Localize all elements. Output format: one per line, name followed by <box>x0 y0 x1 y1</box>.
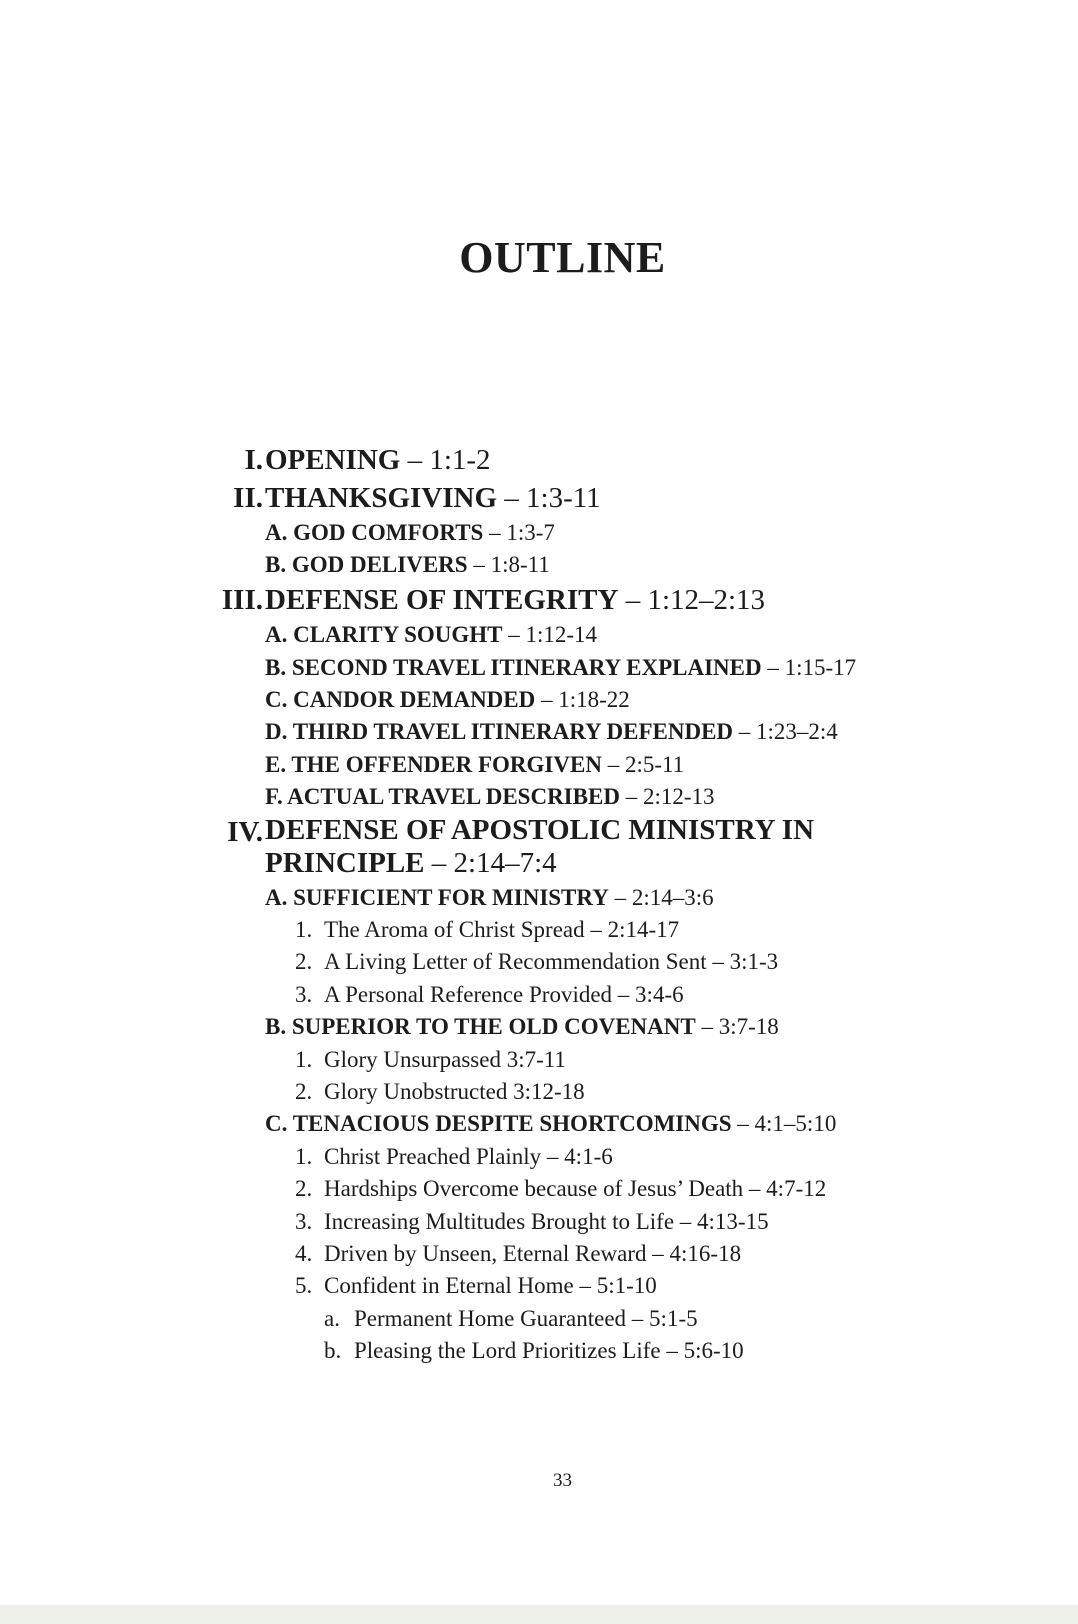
subsection-title: B. SECOND TRAVEL ITINERARY EXPLAINED <box>265 654 762 680</box>
point-text: Glory Unobstructed 3:12-18 <box>324 1078 585 1104</box>
section-numeral: III. <box>221 583 263 616</box>
outline-subsection <box>0 549 1078 581</box>
subsection-title: C. CANDOR DEMANDED <box>265 687 536 713</box>
section-reference: – 1:12–2:13 <box>618 583 766 616</box>
subsection-title: F. ACTUAL TRAVEL DESCRIBED <box>265 784 620 810</box>
subsection-reference: – 1:15-17 <box>761 654 857 680</box>
point-text: Confident in Eternal Home – 5:1-10 <box>324 1273 657 1299</box>
section-reference: – 1:3-11 <box>497 481 601 514</box>
outline-subpoint <box>0 1335 1078 1367</box>
point-number: 4. <box>295 1240 313 1266</box>
subpoint-letter: b. <box>324 1338 342 1364</box>
outline-point <box>0 914 1078 946</box>
outline-point <box>0 1141 1078 1173</box>
point-text: Driven by Unseen, Eternal Reward – 4:16-18 <box>324 1240 742 1266</box>
outline-point <box>0 1206 1078 1238</box>
outline-subsection <box>0 781 1078 813</box>
section-title: DEFENSE OF APOSTOLIC MINISTRY IN PRINCIPLE <box>265 813 815 879</box>
point-text: Hardships Overcome because of Jesus’ Death – 4:7-12 <box>324 1176 827 1202</box>
subsection-reference: – 3:7-18 <box>695 1014 779 1040</box>
section-title: THANKSGIVING <box>265 481 498 514</box>
subsection-title: C. TENACIOUS DESPITE SHORTCOMINGS <box>265 1111 732 1137</box>
outline-point <box>0 1238 1078 1270</box>
section-title: DEFENSE OF INTEGRITY <box>265 583 619 616</box>
subpoint-letter: a. <box>324 1305 340 1331</box>
subsection-reference: – 2:5-11 <box>601 751 685 777</box>
section-numeral: I. <box>244 444 263 476</box>
point-number: 2. <box>295 1176 313 1202</box>
point-number: 3. <box>295 981 313 1007</box>
outline-point <box>0 979 1078 1011</box>
outline-subsection <box>0 619 1078 651</box>
outline-subsection <box>0 1011 1078 1043</box>
subpoint-text: Permanent Home Guaranteed – 5:1-5 <box>354 1305 698 1331</box>
subsection-title: A. GOD COMFORTS <box>265 520 484 545</box>
point-text: Increasing Multitudes Brought to Life – 4:13-15 <box>324 1208 769 1234</box>
subsection-reference: – 1:12-14 <box>502 622 598 648</box>
section-title: OPENING <box>265 444 401 476</box>
page-title: OUTLINE <box>459 233 666 282</box>
outline-point <box>0 1173 1078 1205</box>
section-reference: – 1:1-2 <box>400 444 491 476</box>
subsection-reference: – 1:3-7 <box>483 520 555 545</box>
outline-subsection <box>0 749 1078 781</box>
outline-subpoint <box>0 1303 1078 1335</box>
subsection-title: D. THIRD TRAVEL ITINERARY DEFENDED <box>265 719 734 745</box>
outline-point <box>0 1044 1078 1076</box>
subsection-reference: – 4:1–5:10 <box>731 1111 837 1137</box>
outline-subsection <box>0 684 1078 716</box>
point-text: Glory Unsurpassed 3:7-11 <box>324 1046 566 1072</box>
outline-subsection <box>0 652 1078 684</box>
point-text: The Aroma of Christ Spread – 2:14-17 <box>324 917 680 943</box>
subsection-reference: – 1:23–2:4 <box>733 719 838 745</box>
outline-point <box>0 1076 1078 1108</box>
point-text: Christ Preached Plainly – 4:1-6 <box>324 1143 613 1169</box>
subsection-reference: – 1:8-11 <box>467 552 550 578</box>
outline-section <box>0 814 1078 882</box>
subsection-title: A. CLARITY SOUGHT <box>265 622 503 648</box>
point-number: 3. <box>295 1208 313 1234</box>
point-text: A Living Letter of Recommendation Sent – 3:1-3 <box>324 949 779 975</box>
subsection-title: E. THE OFFENDER FORGIVEN <box>265 751 602 777</box>
section-reference: – 2:14–7:4 <box>424 846 557 879</box>
point-text: A Personal Reference Provided – 3:4-6 <box>324 981 684 1007</box>
page-number: 33 <box>553 1470 572 1491</box>
outline-point <box>0 1270 1078 1302</box>
outline-subsection <box>0 882 1078 914</box>
subsection-title: A. SUFFICIENT FOR MINISTRY <box>265 884 609 910</box>
outline-list <box>0 442 1078 1367</box>
section-numeral: IV. <box>227 815 263 848</box>
subsection-title: B. SUPERIOR TO THE OLD COVENANT <box>265 1014 696 1040</box>
subsection-reference: – 2:14–3:6 <box>608 884 714 910</box>
point-number: 5. <box>295 1273 313 1299</box>
point-number: 1. <box>295 1046 313 1072</box>
point-number: 2. <box>295 1078 313 1104</box>
outline-section <box>0 480 1078 518</box>
point-number: 1. <box>295 1143 313 1169</box>
outline-subsection <box>0 716 1078 748</box>
point-number: 1. <box>295 917 313 943</box>
outline-section <box>0 442 1078 480</box>
outline-subsection <box>0 517 1078 549</box>
outline-point <box>0 946 1078 978</box>
point-number: 2. <box>295 949 313 975</box>
section-numeral: II. <box>233 481 263 514</box>
subsection-reference: – 2:12-13 <box>619 784 715 810</box>
outline-subsection <box>0 1108 1078 1140</box>
subpoint-text: Pleasing the Lord Prioritizes Life – 5:6-10 <box>354 1338 744 1364</box>
subsection-title: B. GOD DELIVERS <box>265 552 468 578</box>
subsection-reference: – 1:18-22 <box>535 687 630 713</box>
outline-section <box>0 582 1078 620</box>
